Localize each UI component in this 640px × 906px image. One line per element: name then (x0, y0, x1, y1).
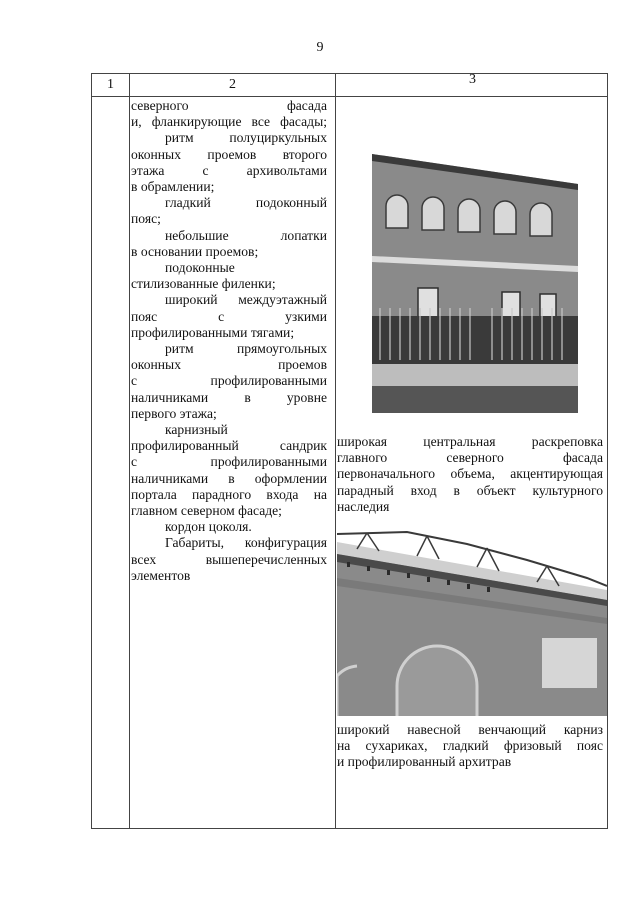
facade-caption-line: первоначального объема, акцентирующая (337, 466, 603, 482)
description-line: Габариты, конфигурация (165, 535, 327, 551)
cornice-photo-image (337, 526, 607, 716)
header-col-1: 1 (107, 77, 114, 92)
description-line: пояс; (131, 211, 161, 227)
cornice-photo (337, 526, 607, 716)
description-line: в обрамлении; (131, 179, 215, 195)
description-line: северного фасада (131, 98, 327, 113)
description-line: пояс с узкими (131, 308, 327, 324)
cornice-caption-line: широкий навесной венчающий карниз (337, 722, 603, 737)
description-line: наличниками в оформлении (131, 470, 327, 486)
description-line: карнизный (165, 422, 228, 438)
description-line: подоконные (165, 260, 235, 276)
description-line: кордон цоколя. (165, 519, 252, 535)
description-line: и, фланкирующие все фасады; (131, 114, 327, 130)
description-line: портала парадного входа на (131, 486, 327, 502)
description-line: с профилированными (131, 373, 327, 389)
description-line: в основании проемов; (131, 243, 259, 259)
description-line: гладкий подоконный (165, 195, 327, 211)
description-line: этажа с архивольтами (131, 162, 327, 178)
cornice-caption-line: на сухариках, гладкий фризовый пояс (337, 738, 603, 754)
description-line: с профилированными (131, 454, 327, 470)
description-line: оконных проемов второго (131, 146, 327, 162)
facade-caption-line: парадный вход в объект культурного (337, 482, 603, 498)
description-line: ритм прямоугольных (165, 341, 327, 357)
description-line: профилированный сандрик (131, 438, 327, 454)
description-line: оконных проемов (131, 357, 327, 373)
description-line: наличниками в уровне (131, 389, 327, 405)
facade-caption-line: главного северного фасада (337, 450, 603, 466)
facade-caption-line: наследия (337, 498, 390, 514)
description-line: широкий междуэтажный (165, 292, 327, 308)
description-line: главном северном фасаде; (131, 503, 282, 519)
description-line: стилизованные филенки; (131, 276, 276, 292)
header-col-2: 2 (229, 77, 236, 92)
description-line: профилированными тягами; (131, 324, 295, 340)
description-line: всех вышеперечисленных (131, 551, 327, 567)
photo-column (336, 74, 609, 828)
facade-caption-line: широкая центральная раскреповка (337, 434, 603, 449)
description-column (131, 98, 327, 584)
facade-photo-image (372, 148, 578, 413)
cornice-caption (337, 722, 603, 771)
column-divider-1 (129, 74, 130, 828)
document-table (91, 73, 608, 829)
description-line: ритм полуциркульных (165, 130, 327, 146)
description-line: элементов (131, 567, 191, 583)
facade-caption (337, 434, 603, 515)
description-line: первого этажа; (131, 405, 217, 421)
facade-photo (372, 148, 578, 413)
cornice-caption-line: и профилированный архитрав (337, 754, 512, 770)
header-col-3: 3 (469, 72, 476, 87)
page-number: 9 (316, 40, 324, 55)
description-line: небольшие лопатки (165, 227, 327, 243)
